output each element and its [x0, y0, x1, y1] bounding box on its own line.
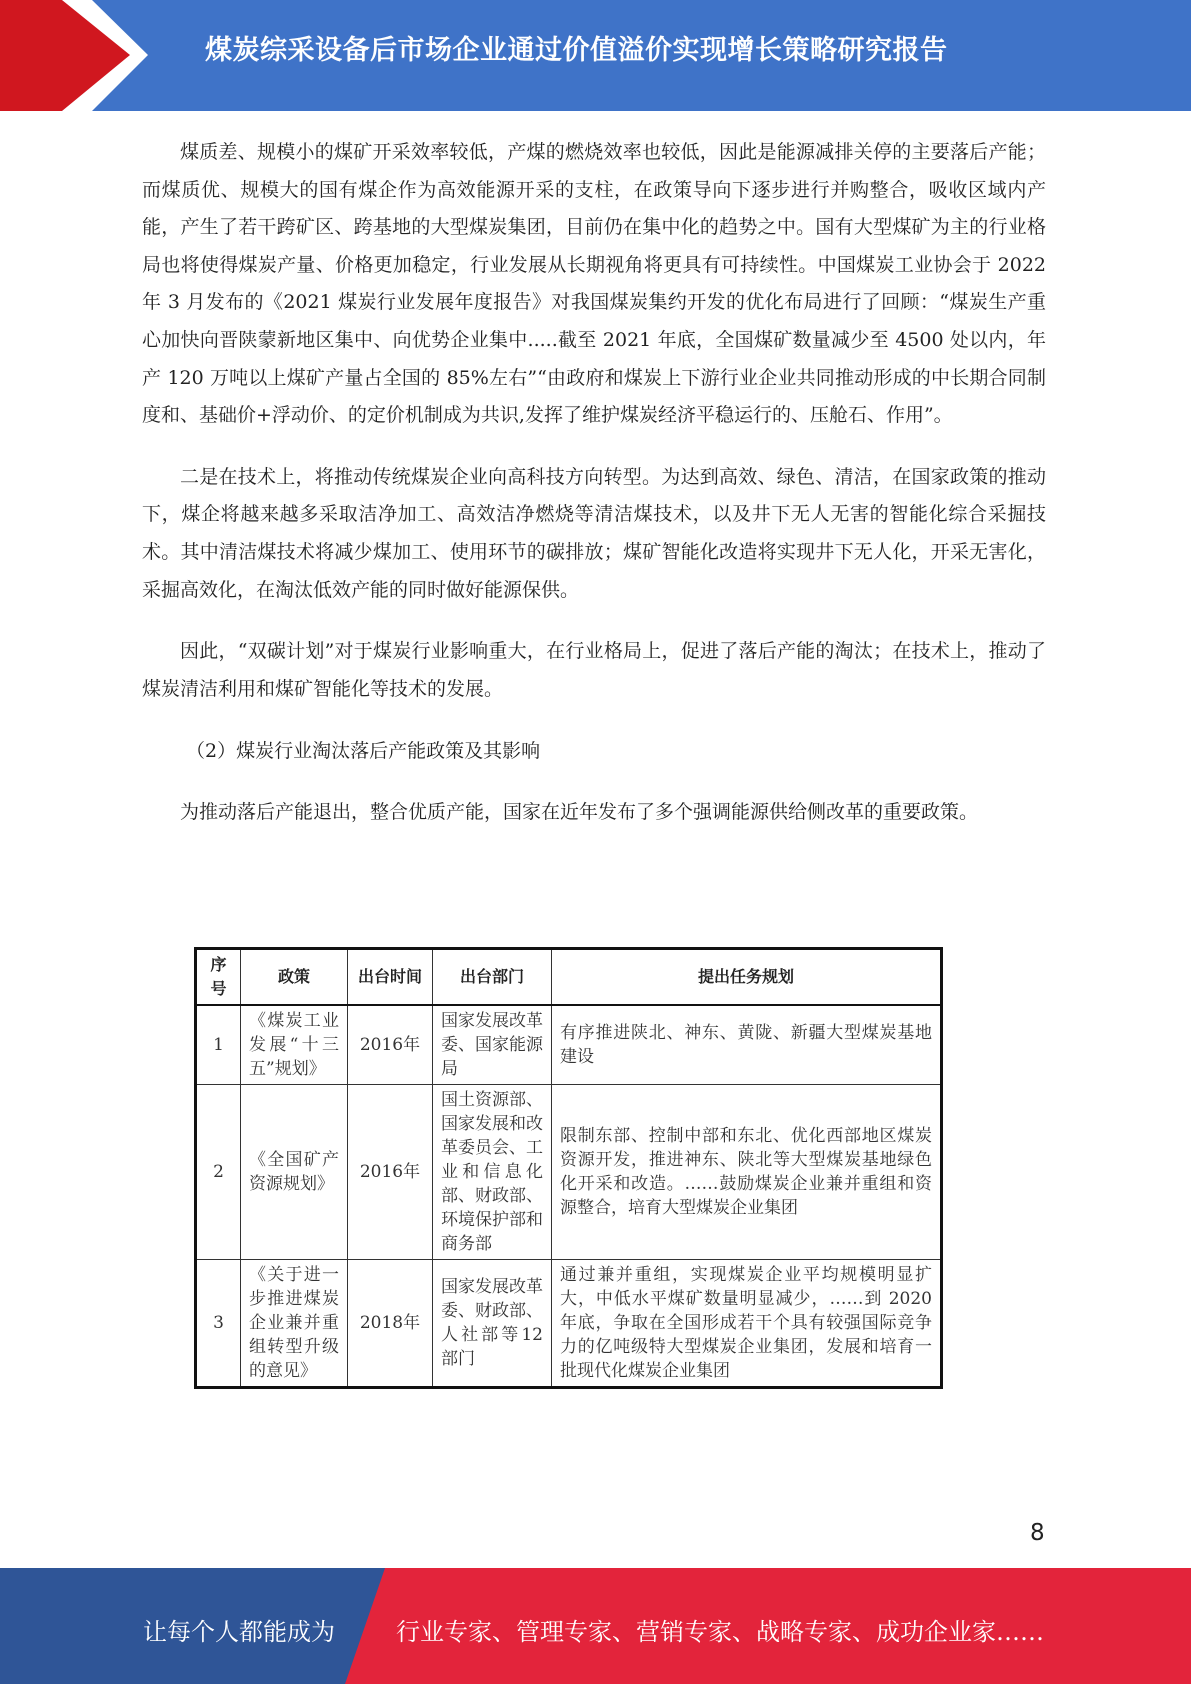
section-subheading: （2）煤炭行业淘汰落后产能政策及其影响 — [186, 740, 541, 763]
table-row — [196, 1260, 942, 1388]
cell-no: 1 — [196, 1005, 241, 1085]
header-cell-time: 出台时间 — [348, 949, 433, 1006]
cell-task: 有序推进陕北、神东、黄陇、新疆大型煤炭基地建设 — [552, 1005, 942, 1085]
table-row — [196, 1005, 942, 1085]
cell-no: 2 — [196, 1085, 241, 1260]
cell-dept: 国土资源部、国家发展和改革委员会、工业和信息化部、财政部、环境保护部和商务部 — [433, 1085, 552, 1260]
paragraph: 煤质差、规模小的煤矿开采效率较低，产煤的燃烧效率也较低，因此是能源减排关停的主要落后产能；而煤质优、规模大的国有煤企作为高效能源开采的支柱，在政策导向下逐步进行并购整合，吸收区域内产能，产生了若干跨矿区、跨基地的大型煤炭集团，目前仍在集中化的趋势之中。国有大型煤矿为主的行业格局也将使得煤炭产量、价格更加稳定，行业发展从长期视角将更具有可持续性。中国煤炭工业协会于 2022 年 3 月发布的《2021 煤炭行业发展年度报告》对我国煤炭集约开发的优化布局进行了回顾：“煤炭生产重心加快向晋陕蒙新地区集中、向优势企业集中.....截至 2021 年底，全国煤矿数量减少至 4500 处以内，年产 120 万吨以上煤矿产量占全国的 85%左右”“由政府和煤炭上下游行业企业共同推动形成的中长期合同制度和、基础价+浮动价、的定价机制成为共识,发挥了维护煤炭经济平稳运行的、压舱石、作用”。 — [142, 141, 1046, 427]
paragraph: 为推动落后产能退出，整合优质产能，国家在近年发布了多个强调能源供给侧改革的重要政策。 — [180, 801, 979, 824]
cell-time: 2016年 — [348, 1085, 433, 1260]
cell-time: 2016年 — [348, 1005, 433, 1085]
footer-slogan-right: 行业专家、管理专家、营销专家、战略专家、成功企业家…… — [396, 1618, 1044, 1646]
footer-slogan-left: 让每个人都能成为 — [143, 1618, 335, 1646]
cell-policy: 《煤炭工业发展“十三五”规划》 — [241, 1005, 348, 1085]
paragraph: 二是在技术上，将推动传统煤炭企业向高科技方向转型。为达到高效、绿色、清洁，在国家政策的推动下，煤企将越来越多采取洁净加工、高效洁净燃烧等清洁煤技术，以及井下无人无害的智能化综合采掘技术。其中清洁煤技术将减少煤加工、使用环节的碳排放；煤矿智能化改造将实现井下无人化，开采无害化，采掘高效化，在淘汰低效产能的同时做好能源保供。 — [142, 465, 1046, 601]
cell-no: 3 — [196, 1260, 241, 1388]
report-title: 煤炭综采设备后市场企业通过价值溢价实现增长策略研究报告 — [205, 35, 948, 66]
paragraph: 因此，“双碳计划”对于煤炭行业影响重大，在行业格局上，促进了落后产能的淘汰；在技术上，推动了煤炭清洁利用和煤矿智能化等技术的发展。 — [142, 640, 1046, 700]
header-cell-task: 提出任务规划 — [552, 949, 942, 1006]
cell-policy: 《全国矿产资源规划》 — [241, 1085, 348, 1260]
page-header — [0, 0, 1191, 111]
header-cell-dept: 出台部门 — [433, 949, 552, 1006]
table-row — [196, 1085, 942, 1260]
cell-policy: 《关于进一步推进煤炭企业兼并重组转型升级的意见》 — [241, 1260, 348, 1388]
page-number: 8 — [1030, 1520, 1045, 1546]
header-cell-policy: 政策 — [241, 949, 348, 1006]
table-header-row — [196, 949, 942, 1006]
page-footer — [0, 1568, 1191, 1684]
policy-table — [194, 947, 943, 1389]
body-content — [142, 134, 1046, 856]
cell-dept: 国家发展改革委、国家能源局 — [433, 1005, 552, 1085]
cell-task: 限制东部、控制中部和东北、优化西部地区煤炭资源开发，推进神东、陕北等大型煤炭基地绿色化开采和改造。……鼓励煤炭企业兼并重组和资源整合，培育大型煤炭企业集团 — [552, 1085, 942, 1260]
cell-time: 2018年 — [348, 1260, 433, 1388]
cell-task: 通过兼并重组，实现煤炭企业平均规模明显扩大，中低水平煤矿数量明显减少，……到 2020 年底，争取在全国形成若干个具有较强国际竞争力的亿吨级特大型煤炭企业集团，发展和培育一批现代化煤炭企业集团 — [552, 1260, 942, 1388]
header-cell-no: 序号 — [196, 949, 241, 1006]
cell-dept: 国家发展改革委、财政部、人社部等12部门 — [433, 1260, 552, 1388]
